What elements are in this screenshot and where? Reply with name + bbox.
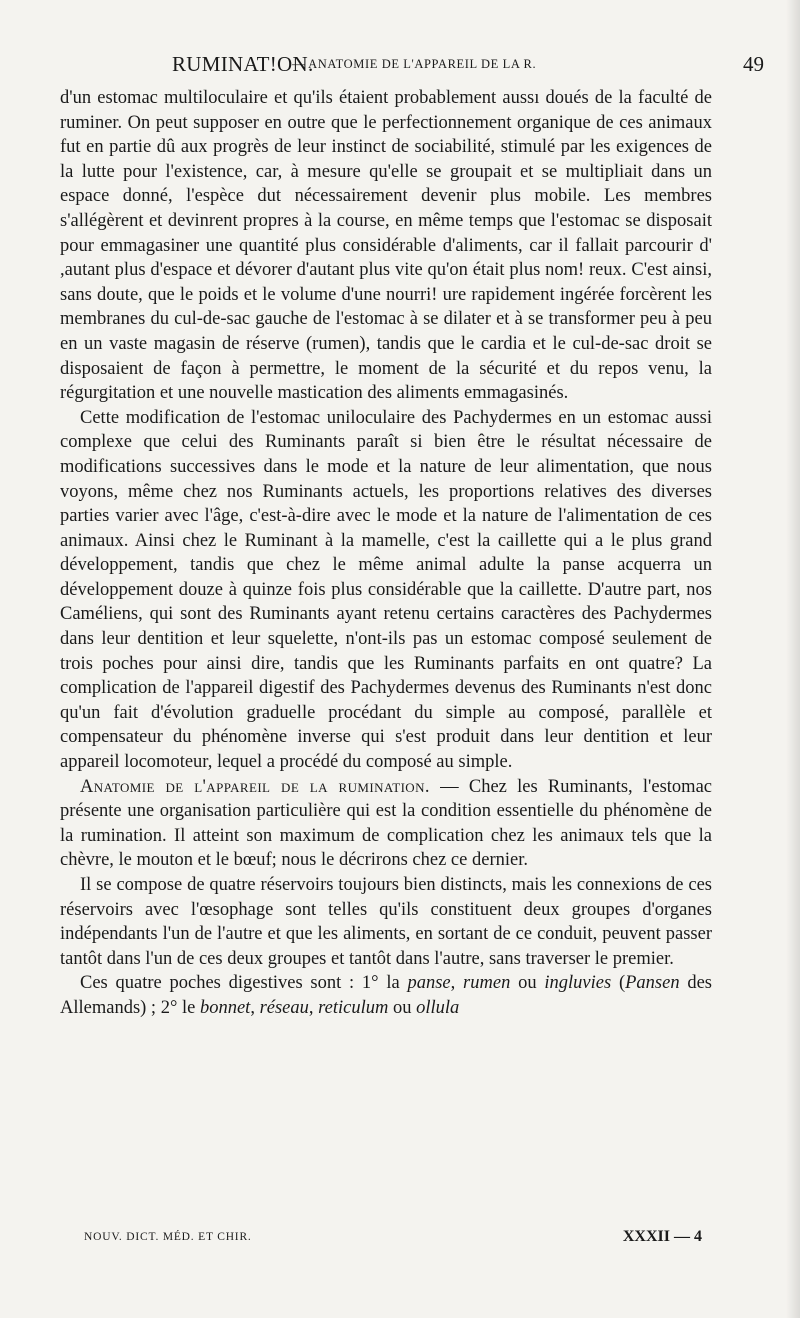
term-reseau: réseau xyxy=(259,997,309,1018)
page-number: 49 xyxy=(743,52,764,76)
term-ingluvies: ingluvies xyxy=(544,973,612,994)
term-pansen: Pansen xyxy=(625,973,680,994)
running-head-subtitle: — ANATOMIE DE L'APPAREIL DE LA R. xyxy=(292,57,537,71)
page-footer xyxy=(84,1228,702,1250)
footer-publication: NOUV. DICT. MÉD. ET CHIR. xyxy=(84,1231,252,1243)
term-ollula: ollula xyxy=(416,997,460,1018)
p5-text-6: , xyxy=(250,997,260,1018)
p5-text-5: des Allemands) ; 2° le xyxy=(60,973,713,1018)
paragraph-5 xyxy=(60,971,712,1020)
term-panse: panse xyxy=(407,973,451,994)
term-reticulum: reticulum xyxy=(318,997,389,1018)
term-bonnet: bonnet xyxy=(199,997,251,1018)
section-text: — Chez les Ruminants, l'estomac présente une organisation particulière qui est la condition essentielle du phénomène de la rumination. Il atteint son maximum de complication chez les animaux tels que la chèvre, le mouton et le bœuf; nous le décrirons chez ce dernier. xyxy=(60,776,712,871)
p5-text-3: ou xyxy=(510,973,545,994)
p5-text-1: Ces quatre poches digestives sont : 1° la xyxy=(80,973,408,994)
p5-text-4: ( xyxy=(611,973,626,994)
paragraph-4: Il se compose de quatre réservoirs toujours bien distincts, mais les connexions de ces réservoirs avec l'œsophage sont telles qu'ils constituent deux groupes d'organes indépendants l'un de l'autre et que les aliments, en sortant de ce conduit, peuvent passer tantôt dans l'un de ces deux groupes et tantôt dans l'autre, sans traverser le premier. xyxy=(60,875,712,969)
section-heading: Anatomie de l'appareil de la rumination. xyxy=(80,776,430,797)
paragraph-2: Cette modification de l'estomac uniloculaire des Pachydermes en un estomac aussi complexe que celui des Ruminants paraît si bien être le résultat nécessaire de modifications successives dans le mode et la nature de leur alimentation, que nous voyons, même chez nos Ruminants actuels, les proportions relatives des diverses parties varier avec l'âge, c'est-à-dire avec le mode et la nature de l'alimentation de ces animaux. Ainsi chez le Ruminant à la mamelle, c'est la caillette qui a le plus grand développement, tandis que chez le même animal adulte la panse acquerra un développement douze à quinze fois plus considérable que la caillette. D'autre part, nos Caméliens, qui sont des Ruminants ayant retenu certains caractères des Pachydermes dans leur dentition et leur squelette, n'ont-ils pas un estomac composé seulement de trois poches pour ainsi dire, tandis que les Ruminants parfaits en ont quatre? La complication de l'appareil digestif des Pachydermes devenus des Ruminants n'est donc qu'un fait d'évolution graduelle procédant du simple au composé, parallèle et compensateur du phénomène inverse qui s'est produit dans leur dentition et leur appareil locomoteur, lequel a procédé du composé au simple. xyxy=(60,407,712,773)
page-edge-shadow xyxy=(786,0,800,1318)
section-paragraph xyxy=(60,775,712,873)
running-head-title: RUMINAT!ON. xyxy=(172,52,314,76)
p5-text-2: , xyxy=(450,973,464,994)
paragraph-1: d'un estomac multiloculaire et qu'ils étaient probablement aussı doués de la faculté de ruminer. On peut supposer en outre que le perfectionnement organique de ces animaux fut en partie dû aux progrès de leur instinct de sociabilité, stimulé par les exigences de la lutte pour l'existence, car, à mesure qu'elle se groupait et se multipliait dans un espace donné, l'espèce dut nécessairement devenir plus mobile. Les membres s'allégèrent et devinrent propres à la course, en même temps que l'estomac se disposait pour emmagasiner une quantité plus considérable d'aliments, car il fallait parcourir d' ,autant plus d'espace et dévorer d'autant plus vite qu'on était plus nom! reux. C'est ainsi, sans doute, que le poids et le volume d'une nourri! ure rapidement ingérée forcèrent les membranes du cul-de-sac gauche de l'estomac à se dilater et à se transformer peu à peu en un vaste magasin de réserve (rumen), tandis que le cardia et le cul-de-sac droit se disposaient de façon à permettre, le moment de la sécurité et du repos venu, la régurgitation et une nouvelle mastication des aliments emmagasinés. xyxy=(60,88,712,404)
p5-text-7: , xyxy=(308,997,319,1018)
footer-signature: XXXII — 4 xyxy=(622,1228,702,1245)
body-text xyxy=(60,86,712,1021)
p5-text-8: ou xyxy=(388,997,417,1018)
term-rumen: rumen xyxy=(463,973,511,994)
running-head xyxy=(60,52,764,82)
